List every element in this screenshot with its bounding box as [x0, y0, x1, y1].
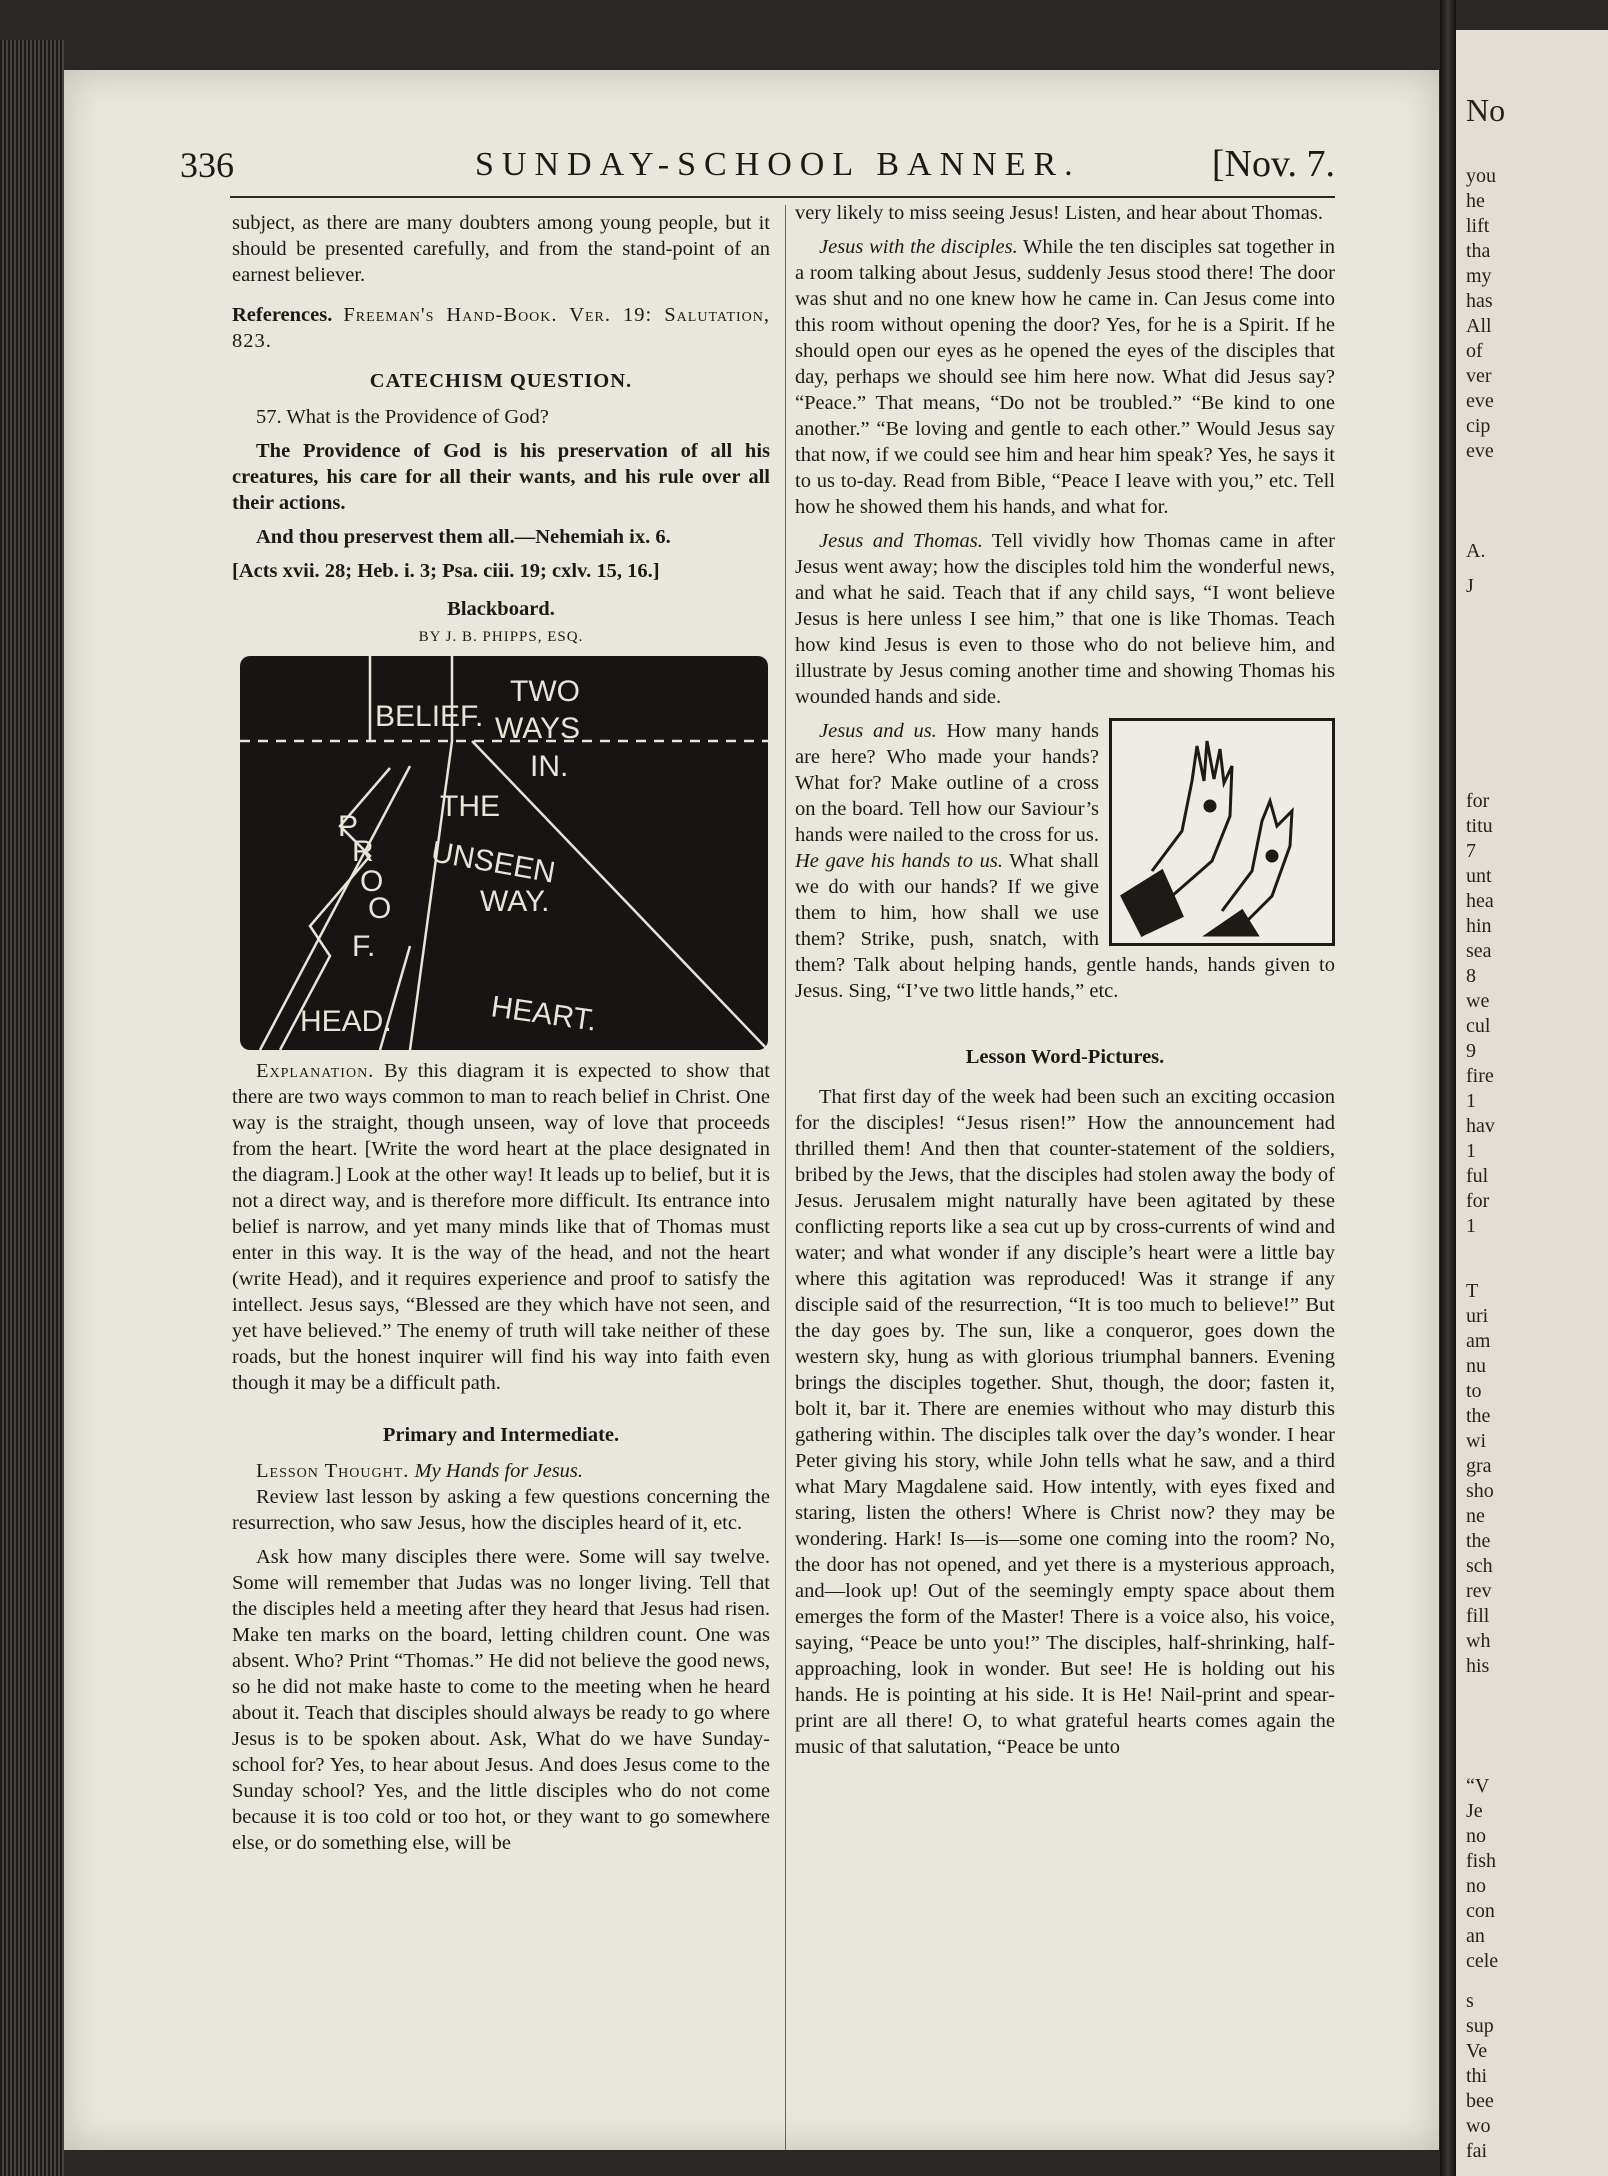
column-divider [785, 205, 786, 2150]
facing-page-line: eve [1466, 390, 1494, 412]
blackboard-drawing [240, 656, 768, 1050]
facing-page-line: hea [1466, 890, 1494, 912]
thomas-paragraph [795, 528, 1335, 710]
catechism-refs: [Acts xvii. 28; Heb. i. 3; Psa. ciii. 19; cxlv. 15, 16.] [232, 560, 660, 582]
facing-page-line: an [1466, 1925, 1485, 1947]
facing-page-line: s [1466, 1990, 1474, 2012]
facing-page-text [1456, 0, 1608, 2176]
facing-page-line: gra [1466, 1455, 1492, 1477]
book-binding [1440, 0, 1456, 2176]
jesus-and-us-block [795, 718, 1335, 1004]
catechism-question: 57. What is the Providence of God? [256, 406, 549, 428]
facing-page-line: 8 [1466, 965, 1476, 987]
references-paragraph [232, 302, 770, 354]
intro-paragraph: subject, as there are many doubters among young people, but it should be presented carefully, and from the stand-point of an earnest believer. [232, 212, 770, 286]
review-paragraph: Review last lesson by asking a few questions concerning the resurrection, who saw Jesus, how the disciples heard of it, etc. [232, 1486, 770, 1534]
facing-page-line: no [1466, 1875, 1486, 1897]
board-head: HEAD. [300, 1005, 392, 1038]
facing-page-line: nu [1466, 1355, 1486, 1377]
board-way: WAY. [480, 885, 550, 918]
board-belief: BELIEF. [375, 700, 484, 733]
facing-page-line: my [1466, 265, 1492, 287]
references-label: References. [232, 304, 333, 326]
facing-page-line: thi [1466, 2065, 1488, 2087]
header-rule [230, 196, 1335, 198]
facing-page-line: sup [1466, 2015, 1494, 2037]
page-number: 336 [180, 145, 234, 185]
primary-heading: Primary and Intermediate. [382, 1424, 620, 1446]
facing-page-line: sea [1466, 940, 1492, 962]
facing-page-line: of [1466, 340, 1483, 362]
facing-page-line: bee [1466, 2090, 1494, 2112]
blackboard-heading: Blackboard. [447, 598, 555, 620]
facing-page-line: 1 [1466, 1140, 1476, 1162]
facing-page-line: ver [1466, 365, 1492, 387]
lesson-thought-text: My Hands for Jesus. [414, 1460, 584, 1482]
board-proof-r: R [352, 835, 374, 868]
board-in: IN. [530, 750, 569, 783]
facing-page-line: J [1466, 575, 1474, 597]
disciples-text: While the ten disciples sat together in a room talking about Jesus, suddenly Jesus stood there! The door was shut and no one knew how he came in. Can Jesus come into this room without opening the door? Yes, for he is a Spirit. If he should open our eyes as he opened the eyes of the disciples that day, perhaps we should see him here now. What did Jesus say? “Peace.” That means, “Do not be troubled.” “Be kind to one another.” “Be loving and gentle to each other.” Would Jesus say that now, if we could see him and hear him speak? Yes, he says it to us to-day. Read from Bible, “Peace I leave with you,” etc. Tell how he showed them his hands, and what for. [795, 236, 1335, 518]
catechism-heading: CATECHISM QUESTION. [369, 370, 633, 392]
board-proof-o2: O [368, 892, 392, 925]
lesson-thought-paragraph [232, 1458, 770, 1484]
board-proof-f: F. [352, 930, 376, 963]
facing-page-line: fai [1466, 2140, 1488, 2162]
facing-page-line: uri [1466, 1305, 1489, 1327]
lesson-thought-label: Lesson Thought. [256, 1460, 410, 1482]
board-ways: WAYS [495, 712, 581, 745]
us-text-2: What shall we do with our hands? If we give them to him, how shall we use them? Strike, push, snatch, with them? Talk about helping hands, gentle hands, hands given to Jesus. Sing, “I’ve two little hands,” etc. [795, 850, 1335, 1002]
facing-page-line: All [1466, 315, 1492, 337]
column-left [232, 210, 770, 1864]
us-italic: He gave his hands to us. [795, 850, 1003, 872]
facing-page-line: eve [1466, 440, 1494, 462]
references-text: Freeman's Hand-Book. Ver. 19: Salutation, 823. [232, 304, 771, 352]
board-heart: HEART. [489, 990, 599, 1038]
facing-page-line: sch [1466, 1555, 1493, 1577]
word-pictures-paragraph: That first day of the week had been such an exciting occasion for the disciples! “Jesus risen!” How the announcement had thrilled them! And then that counter-statement of the soldiers, bribed by the Jews, that the disciples had stolen away the body of Jesus. Jerusalem might naturally have been agitated by these conflicting reports like a sea cut up by cross-currents of wind and water; and what wonder if any disciple’s heart were a little bay where this agitation was reproduced! Was it strange if any disciple said of the resurrection, “It is too much to believe!” But the day goes by. The sun, like a conqueror, goes down the western sky, hung as with glorious triumphal banners. Evening brings the disciples together. Shut, though, the door; fasten it, bolt it, bar it. There are enemies without who may disturb this gathering within. The disciples talk over the day’s wonder. I hear Peter giving his story, while John tells what he saw, and a third what Mary Magdalene said. How intently, with eyes fixed and staring, listen the others! Where is Christ now? they may be wondering. Hark! Is—is—some one coming into the room? No, the door has not opened, and yet there is a mysterious approach, and—look up! Out of the seemingly empty space about them emerges the form of the Master! There is a voice also, his voice, saying, “Peace be unto you!” The disciples, half-shrinking, half-approaching, look in wonder. But see! He is holding out his hands. He is pointing at his side. It is He! Nail-print and spear-print are all there! O, to what grateful hearts comes again the music of that salutation, “Peace be unto [795, 1086, 1335, 1758]
facing-page-line: wh [1466, 1630, 1491, 1652]
book-page-edges [0, 40, 64, 2176]
issue-date: [Nov. 7. [1211, 143, 1335, 185]
explanation-text: By this diagram it is expected to show that there are two ways common to man to reach belief in Christ. One way is the straight, though unseen, way of love that proceeds from the heart. [Write the word heart at the place designated in the diagram.] Look at the other way! It leads up to belief, but it is not a direct way, and is therefore more difficult. Its entrance into belief is narrow, and yet many minds like that of Thomas must enter in this way. It is the way of the head, and not the heart (write Head), and it requires experience and proof to satisfy the intellect. Jesus says, “Blessed are they which have not seen, and yet have believed.” The enemy of truth will take neither of these roads, but the honest inquirer will find his way into faith even though it may be a difficult path. [232, 1060, 770, 1394]
facing-page-line: cul [1466, 1015, 1491, 1037]
thomas-text: Tell vividly how Thomas came in after Jesus went away; how the disciples told him the wonderful news, and what he said. Teach that if any child says, “I wont believe Jesus is here unless I see him,” that one is like Thomas. Teach how kind Jesus is even to those who do not believe him, and illustrate by Jesus coming another time and showing Thomas his wounded hands and side. [795, 530, 1335, 708]
facing-page-line: 9 [1466, 1040, 1476, 1062]
word-pictures-heading: Lesson Word-Pictures. [965, 1046, 1165, 1068]
facing-page-line: hav [1466, 1115, 1495, 1137]
column-right [795, 200, 1335, 1768]
facing-page-line: fish [1466, 1850, 1496, 1872]
board-unseen: UNSEEN [428, 835, 558, 890]
facing-page-line: his [1466, 1655, 1490, 1677]
facing-page-line: has [1466, 290, 1493, 312]
facing-page-line: he [1466, 190, 1485, 212]
disciples-paragraph [795, 234, 1335, 520]
facing-page-line: tha [1466, 240, 1491, 262]
wounded-hands-illustration [1109, 718, 1335, 946]
facing-page-line: 7 [1466, 840, 1476, 862]
facing-page-line: fill [1466, 1605, 1490, 1627]
facing-page-line: wo [1466, 2115, 1491, 2137]
facing-page-line: unt [1466, 865, 1492, 887]
facing-page-line: titu [1466, 815, 1493, 837]
facing-page-line: rev [1466, 1580, 1492, 1602]
facing-page-line: 1 [1466, 1090, 1476, 1112]
board-proof-p: P [338, 810, 359, 843]
catechism-answer: The Providence of God is his preservation of all his creatures, his care for all their wants, and his rule over all their actions. [232, 440, 770, 514]
explanation-paragraph [232, 1058, 770, 1396]
facing-page-line: to [1466, 1380, 1482, 1402]
facing-page-line: A. [1466, 540, 1486, 562]
facing-page-line: no [1466, 1825, 1486, 1847]
facing-page-line: cip [1466, 415, 1491, 437]
facing-page-line: cele [1466, 1950, 1499, 1972]
thomas-label: Jesus and Thomas. [819, 530, 983, 552]
facing-page-line: Je [1466, 1800, 1483, 1822]
board-proof-o1: O [360, 865, 384, 898]
facing-page-line: lift [1466, 215, 1490, 237]
facing-page-line: for [1466, 1190, 1490, 1212]
facing-page-line: sho [1466, 1480, 1494, 1502]
facing-page-line: we [1466, 990, 1490, 1012]
facing-page-line: ne [1466, 1505, 1485, 1527]
facing-page-line: Ve [1466, 2040, 1488, 2062]
facing-page-line: hin [1466, 915, 1492, 937]
facing-page-line: am [1466, 1330, 1491, 1352]
facing-page-line: ful [1466, 1165, 1489, 1187]
facing-page-line: fire [1466, 1065, 1494, 1087]
us-text-1: How many hands are here? Who made your hands? What for? Make outline of a cross on the board. Tell how our Saviour’s hands were nailed to the cross for us. [795, 720, 1099, 846]
board-the: THE [440, 790, 500, 823]
disciples-label: Jesus with the disciples. [819, 236, 1018, 258]
explanation-label: Explanation. [256, 1060, 375, 1082]
running-title: SUNDAY-SCHOOL BANNER. [475, 146, 1081, 183]
board-two: TWO [510, 675, 580, 708]
facing-page-line: for [1466, 790, 1490, 812]
facing-page-line: “V [1466, 1775, 1490, 1797]
us-label: Jesus and us. [819, 720, 937, 742]
facing-page-line: 1 [1466, 1215, 1476, 1237]
ask-paragraph: Ask how many disciples there were. Some will say twelve. Some will remember that Judas was no longer living. Tell that the disciples held a meeting after they heard that Jesus had risen. Make ten marks on the board, letting children count. One was absent. Who? Print “Thomas.” He did not believe the good news, so he did not make haste to come to the meeting when he heard about it. Teach that disciples should always be ready to go where Jesus is to be spoken about. Ask, What do we have Sunday-school for? Yes, to hear about Jesus. And does Jesus come to the Sunday school? Yes, and the little disciples who do not come because it is too cold or too hot, or they want to go somewhere else, or do something else, will be [232, 1546, 770, 1854]
blackboard-byline: BY J. B. PHIPPS, ESQ. [418, 629, 584, 645]
facing-page-line: con [1466, 1900, 1495, 1922]
facing-page-line: the [1466, 1405, 1491, 1427]
facing-page-line: No [1466, 92, 1506, 128]
facing-page-line: wi [1466, 1430, 1486, 1452]
facing-page-line: the [1466, 1530, 1491, 1552]
facing-page-line: you [1466, 165, 1496, 187]
hands-drawing [1112, 721, 1326, 937]
catechism-scripture: And thou preservest them all.—Nehemiah ix. 6. [256, 526, 671, 548]
continuation-paragraph: very likely to miss seeing Jesus! Listen, and hear about Thomas. [795, 202, 1323, 224]
facing-page-line: T [1466, 1280, 1479, 1302]
blackboard-diagram [240, 656, 768, 1050]
page-header [180, 140, 1335, 190]
